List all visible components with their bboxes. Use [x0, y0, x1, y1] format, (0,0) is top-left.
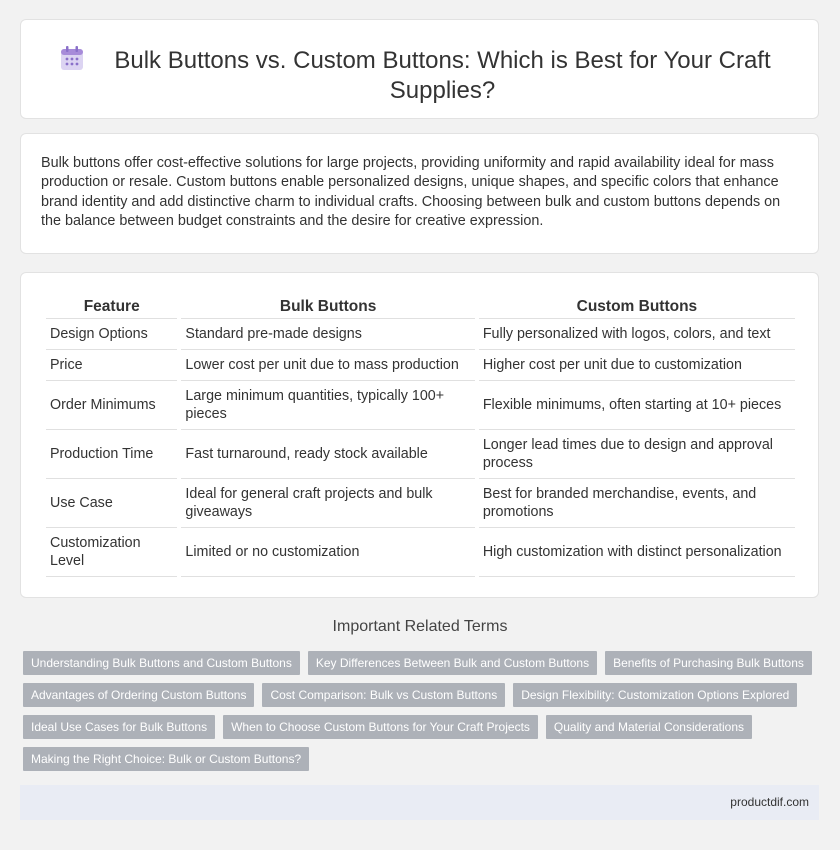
table-row	[46, 479, 795, 528]
custom-cell: Longer lead times due to design and approval process	[479, 430, 795, 479]
bulk-cell: Limited or no customization	[181, 528, 474, 577]
header-custom-buttons: Custom Buttons	[479, 295, 795, 319]
table-header-row	[46, 295, 795, 319]
custom-cell: Fully personalized with logos, colors, and text	[479, 319, 795, 350]
comparison-card	[20, 272, 819, 598]
intro-card	[20, 133, 819, 254]
related-term-link[interactable]: When to Choose Custom Buttons for Your Craft Projects	[223, 715, 538, 739]
header-bulk-buttons: Bulk Buttons	[181, 295, 474, 319]
calendar-icon	[57, 44, 87, 74]
table-row	[46, 319, 795, 350]
related-terms-heading: Important Related Terms	[332, 618, 508, 635]
related-terms-list	[23, 651, 823, 779]
feature-cell: Use Case	[46, 479, 177, 528]
bulk-cell: Lower cost per unit due to mass production	[181, 350, 474, 381]
feature-cell: Design Options	[46, 319, 177, 350]
table-row	[46, 381, 795, 430]
comparison-table	[42, 295, 799, 577]
custom-cell: Best for branded merchandise, events, and promotions	[479, 479, 795, 528]
header-feature: Feature	[46, 295, 177, 319]
footer	[20, 785, 819, 820]
custom-cell: Flexible minimums, often starting at 10+ pieces	[479, 381, 795, 430]
related-term-link[interactable]: Cost Comparison: Bulk vs Custom Buttons	[262, 683, 505, 707]
footer-site-link[interactable]: productdif.com	[730, 795, 809, 809]
custom-cell: High customization with distinct personalization	[479, 528, 795, 577]
title-card	[20, 19, 819, 119]
feature-cell: Customization Level	[46, 528, 177, 577]
table-row	[46, 528, 795, 577]
custom-cell: Higher cost per unit due to customization	[479, 350, 795, 381]
intro-paragraph: Bulk buttons offer cost-effective solutions for large projects, providing uniformity and rapid availability ideal for mass production or resale. Custom buttons enable personalized designs, unique shapes, and specific colors that enhance brand identity and add distinctive charm to individual crafts. Choosing between bulk and custom buttons depends on the balance between budget constraints and the desire for creative expression.	[41, 155, 781, 230]
feature-cell: Price	[46, 350, 177, 381]
bulk-cell: Fast turnaround, ready stock available	[181, 430, 474, 479]
table-row	[46, 430, 795, 479]
bulk-cell: Standard pre-made designs	[181, 319, 474, 350]
related-term-link[interactable]: Making the Right Choice: Bulk or Custom Buttons?	[23, 747, 309, 771]
related-term-link[interactable]: Quality and Material Considerations	[546, 715, 752, 739]
table-row	[46, 350, 795, 381]
feature-cell: Production Time	[46, 430, 177, 479]
related-term-link[interactable]: Design Flexibility: Customization Options Explored	[513, 683, 797, 707]
related-term-link[interactable]: Understanding Bulk Buttons and Custom Buttons	[23, 651, 300, 675]
related-term-link[interactable]: Advantages of Ordering Custom Buttons	[23, 683, 254, 707]
bulk-cell: Ideal for general craft projects and bulk giveaways	[181, 479, 474, 528]
related-term-link[interactable]: Ideal Use Cases for Bulk Buttons	[23, 715, 215, 739]
feature-cell: Order Minimums	[46, 381, 177, 430]
bulk-cell: Large minimum quantities, typically 100+ pieces	[181, 381, 474, 430]
related-term-link[interactable]: Benefits of Purchasing Bulk Buttons	[605, 651, 812, 675]
related-term-link[interactable]: Key Differences Between Bulk and Custom Buttons	[308, 651, 597, 675]
page-title: Bulk Buttons vs. Custom Buttons: Which is Best for Your Craft Supplies?	[114, 47, 771, 104]
